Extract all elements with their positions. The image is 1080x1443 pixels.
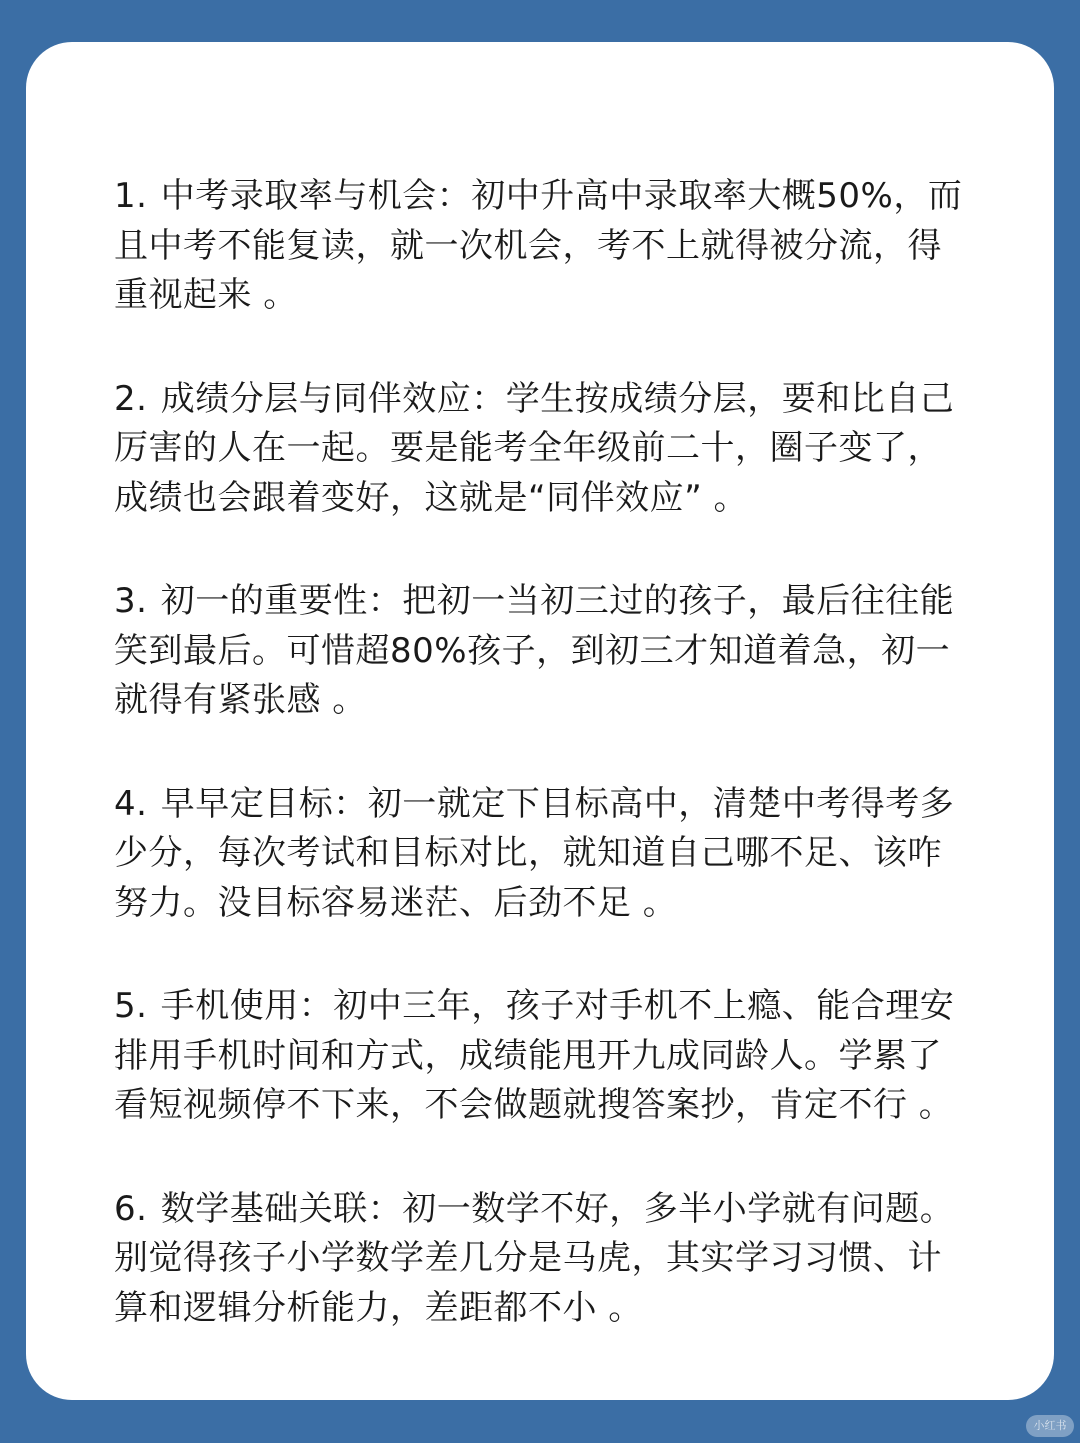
list-item-5 [114, 982, 974, 1131]
content-card [26, 42, 1054, 1400]
item-number: 1. [114, 176, 148, 216]
item-text: 中考录取率与机会：初中升高中录取率大概50%，而且中考不能复读，就一次机会，考不上就得被分流，得重视起来 。 [114, 176, 963, 315]
item-text: 初一的重要性：把初一当初三过的孩子，最后往往能笑到最后。可惜超80%孩子，到初三才知道着急，初一就得有紧张感 。 [114, 581, 955, 720]
list-item-1 [114, 172, 974, 321]
item-number: 5. [114, 986, 148, 1026]
item-number: 2. [114, 378, 148, 419]
item-text: 成绩分层与同伴效应：学生按成绩分层，要和比自己厉害的人在一起。要是能考全年级前二十，圈子变了，成绩也会跟着变好，这就是“同伴效应” 。 [114, 378, 955, 518]
item-text: 数学基础关联：初一数学不好，多半小学就有问题。别觉得孩子小学数学差几分是马虎，其实学习习惯、计算和逻辑分析能力，差距都不小 。 [114, 1188, 955, 1328]
list-item-4 [114, 780, 974, 929]
item-text: 早早定目标：初一就定下目标高中，清楚中考得考多少分，每次考试和目标对比，就知道自己哪不足、该咋努力。没目标容易迷茫、后劲不足 。 [114, 783, 955, 923]
list-item-3 [114, 577, 974, 726]
list-item-2 [114, 375, 974, 524]
item-number: 3. [114, 581, 148, 621]
item-number: 6. [114, 1188, 148, 1229]
list-item-6 [114, 1185, 974, 1334]
watermark-logo: 小红书 [1026, 1415, 1074, 1437]
item-number: 4. [114, 783, 148, 824]
item-text: 手机使用：初中三年，孩子对手机不上瘾、能合理安排用手机时间和方式，成绩能甩开九成同龄人。学累了看短视频停不下来，不会做题就搜答案抄，肯定不行 。 [114, 986, 955, 1125]
